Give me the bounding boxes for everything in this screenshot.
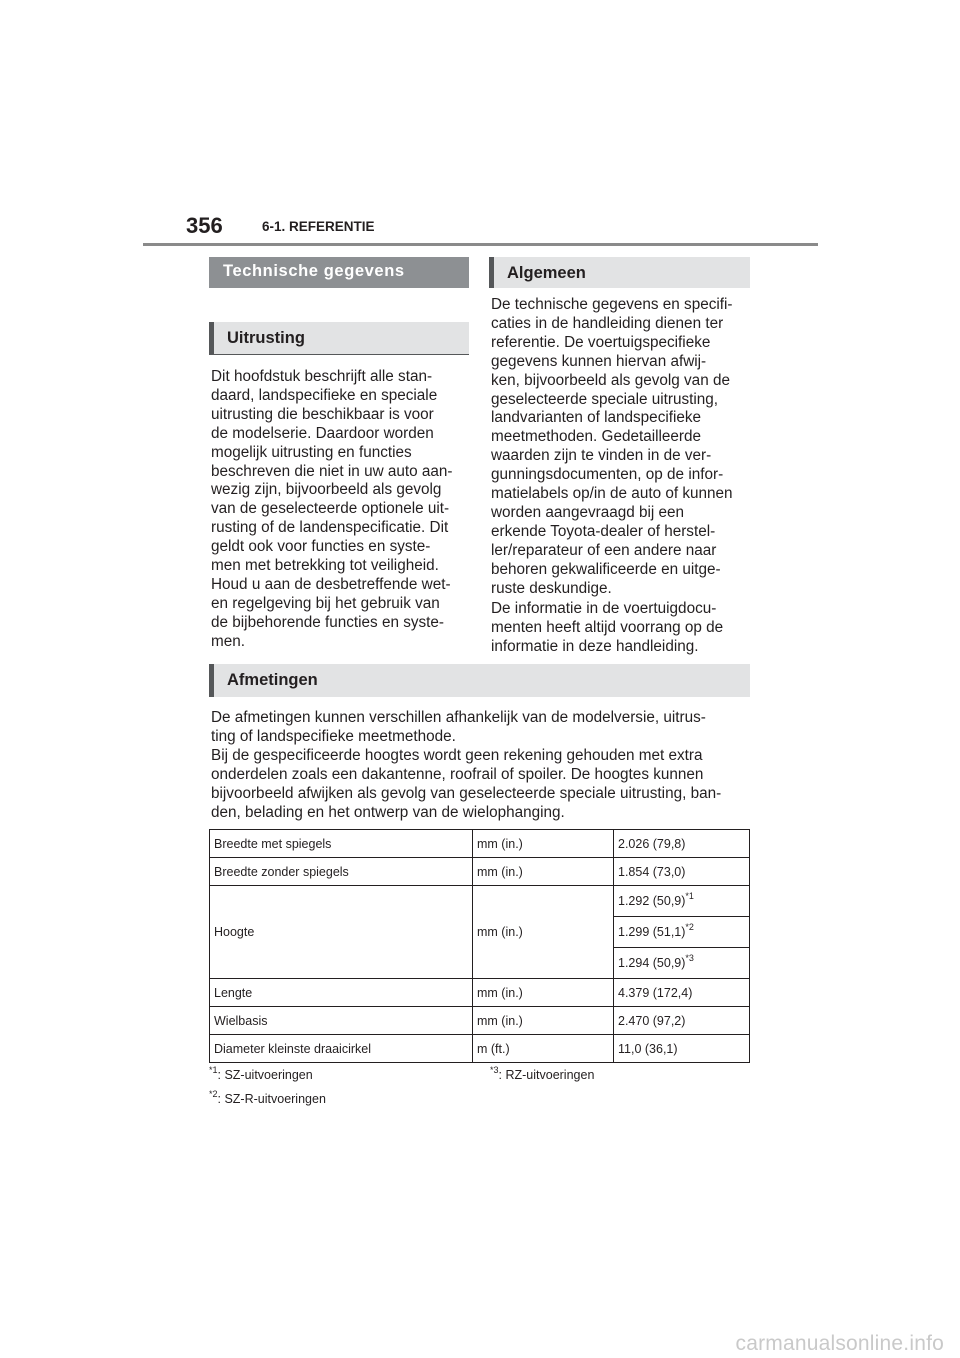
row-value: 1.294 (50,9): [618, 956, 686, 970]
text-line: behoren gekwalificeerde en uitge-: [491, 560, 721, 578]
footnote: [209, 1065, 313, 1082]
text-line: bijvoorbeeld afwijken als gevolg van geselecteerde speciale uitrusting, ban-: [211, 784, 722, 802]
text-line: Bij de gespecificeerde hoogtes wordt geen rekening gehouden met extra: [211, 747, 703, 764]
text-line: meetmethoden. Gedetailleerde: [491, 428, 702, 446]
text-line: van de geselecteerde optionele uit-: [211, 500, 450, 518]
algemeen-heading-text: Algemeen: [507, 264, 586, 282]
row-label: Breedte zonder spiegels: [210, 858, 473, 886]
text-line: beschreven die niet in uw auto aan-: [211, 462, 453, 480]
uitrusting-paragraph: [211, 368, 473, 652]
text-line: ruste deskundige.: [491, 579, 612, 597]
header-rule: [143, 243, 818, 246]
table-row: [210, 886, 750, 917]
text-line: ken, bijvoorbeeld als gevolg van de: [491, 371, 730, 389]
row-label: Lengte: [210, 979, 473, 1007]
text-line: geldt ook voor functies en syste-: [211, 538, 431, 556]
dimensions-table: [209, 829, 750, 1063]
text-line: ler/reparateur of een andere naar: [491, 541, 717, 559]
algemeen-paragraph-2: [491, 600, 753, 657]
footnote-marker: *1: [685, 891, 694, 901]
afmetingen-paragraph-2: [211, 747, 756, 823]
algemeen-heading: [489, 257, 750, 288]
text-line: de modelserie. Daardoor worden: [211, 424, 434, 442]
text-line: landvarianten of landspecifieke: [491, 409, 702, 427]
text-line: onderdelen zoals een dakantenne, roofrail of spoiler. De hoogtes kunnen: [211, 765, 704, 783]
footnote-marker: *2: [685, 922, 694, 932]
text-line: referentie. De voertuigspecifieke: [491, 333, 711, 351]
table-row: [210, 1007, 750, 1035]
footnote-text: : SZ-R-uitvoeringen: [217, 1092, 326, 1106]
text-line: gunningsdocumenten, op de infor-: [491, 466, 724, 484]
text-line: geselecteerde speciale uitrusting,: [491, 390, 719, 408]
section-label: 6-1. REFERENTIE: [262, 219, 375, 234]
algemeen-paragraph-1: [491, 296, 753, 599]
main-heading-text: Technische gegevens: [223, 262, 405, 280]
row-unit: m (ft.): [473, 1035, 614, 1063]
text-line: informatie in deze handleiding.: [491, 637, 699, 655]
row-unit: mm (in.): [473, 1007, 614, 1035]
height-value-cell: [614, 948, 750, 979]
table-row: [210, 1035, 750, 1063]
row-value: 2.026 (79,8): [614, 830, 750, 858]
row-value: 1.292 (50,9): [618, 894, 686, 908]
afmetingen-heading: [209, 664, 750, 697]
text-line: de bijbehorende functies en syste-: [211, 613, 445, 631]
watermark: carmanualsonline.info: [735, 1332, 944, 1355]
footnote: [209, 1089, 326, 1106]
text-line: De informatie in de voertuigdocu-: [491, 600, 717, 617]
text-line: den, belading en het ontwerp van de wielophanging.: [211, 803, 565, 821]
row-label: Hoogte: [210, 886, 473, 979]
row-unit: mm (in.): [473, 886, 614, 979]
footnote: [490, 1065, 595, 1082]
main-heading: [209, 257, 469, 288]
text-line: De technische gegevens en specifi-: [491, 296, 733, 313]
footnote-marker: *3: [490, 1065, 499, 1075]
text-line: men.: [211, 632, 246, 650]
table-row: [210, 979, 750, 1007]
text-line: ting of landspecifieke meetmethode.: [211, 727, 456, 745]
footnote-marker: *2: [209, 1089, 218, 1099]
table-row: [210, 830, 750, 858]
text-line: waarden zijn te vinden in de ver-: [491, 447, 712, 465]
row-value: 1.854 (73,0): [614, 858, 750, 886]
footnote-marker: *1: [209, 1065, 218, 1075]
row-unit: mm (in.): [473, 979, 614, 1007]
text-line: Houd u aan de desbetreffende wet-: [211, 575, 451, 593]
row-value: 11,0 (36,1): [614, 1035, 750, 1063]
text-line: gegevens kunnen hiervan afwij-: [491, 352, 707, 370]
row-unit: mm (in.): [473, 830, 614, 858]
row-value: 2.470 (97,2): [614, 1007, 750, 1035]
afmetingen-heading-text: Afmetingen: [227, 671, 318, 689]
text-line: worden aangevraagd bij een: [491, 503, 685, 521]
row-unit: mm (in.): [473, 858, 614, 886]
text-line: daard, landspecifieke en speciale: [211, 386, 438, 404]
footnote-text: : RZ-uitvoeringen: [498, 1068, 595, 1082]
text-line: mogelijk uitrusting en functies: [211, 443, 412, 461]
text-line: caties in de handleiding dienen ter: [491, 314, 724, 332]
text-line: rusting of de landenspecificatie. Dit: [211, 519, 449, 537]
text-line: uitrusting die beschikbaar is voor: [211, 405, 434, 423]
text-line: matielabels op/in de auto of kunnen: [491, 485, 733, 503]
afmetingen-paragraph-1: [211, 709, 756, 747]
row-label: Breedte met spiegels: [210, 830, 473, 858]
table-row: [210, 858, 750, 886]
height-value-cell: [614, 886, 750, 917]
text-line: menten heeft altijd voorrang op de: [491, 618, 724, 636]
text-line: De afmetingen kunnen verschillen afhankelijk van de modelversie, uitrus-: [211, 709, 706, 726]
uitrusting-heading-text: Uitrusting: [227, 329, 305, 347]
row-label: Wielbasis: [210, 1007, 473, 1035]
text-line: men met betrekking tot veiligheid.: [211, 557, 439, 575]
row-label: Diameter kleinste draaicirkel: [210, 1035, 473, 1063]
page-number: 356: [186, 213, 223, 238]
text-line: erkende Toyota-dealer of herstel-: [491, 522, 716, 540]
footnote-text: : SZ-uitvoeringen: [217, 1068, 313, 1082]
text-line: en regelgeving bij het gebruik van: [211, 594, 440, 612]
uitrusting-heading: [209, 322, 469, 355]
text-line: wezig zijn, bijvoorbeeld als gevolg: [211, 481, 442, 499]
height-value-cell: [614, 917, 750, 948]
row-value: 1.299 (51,1): [618, 925, 686, 939]
row-value: 4.379 (172,4): [614, 979, 750, 1007]
footnote-marker: *3: [685, 953, 694, 963]
text-line: Dit hoofdstuk beschrijft alle stan-: [211, 368, 433, 385]
